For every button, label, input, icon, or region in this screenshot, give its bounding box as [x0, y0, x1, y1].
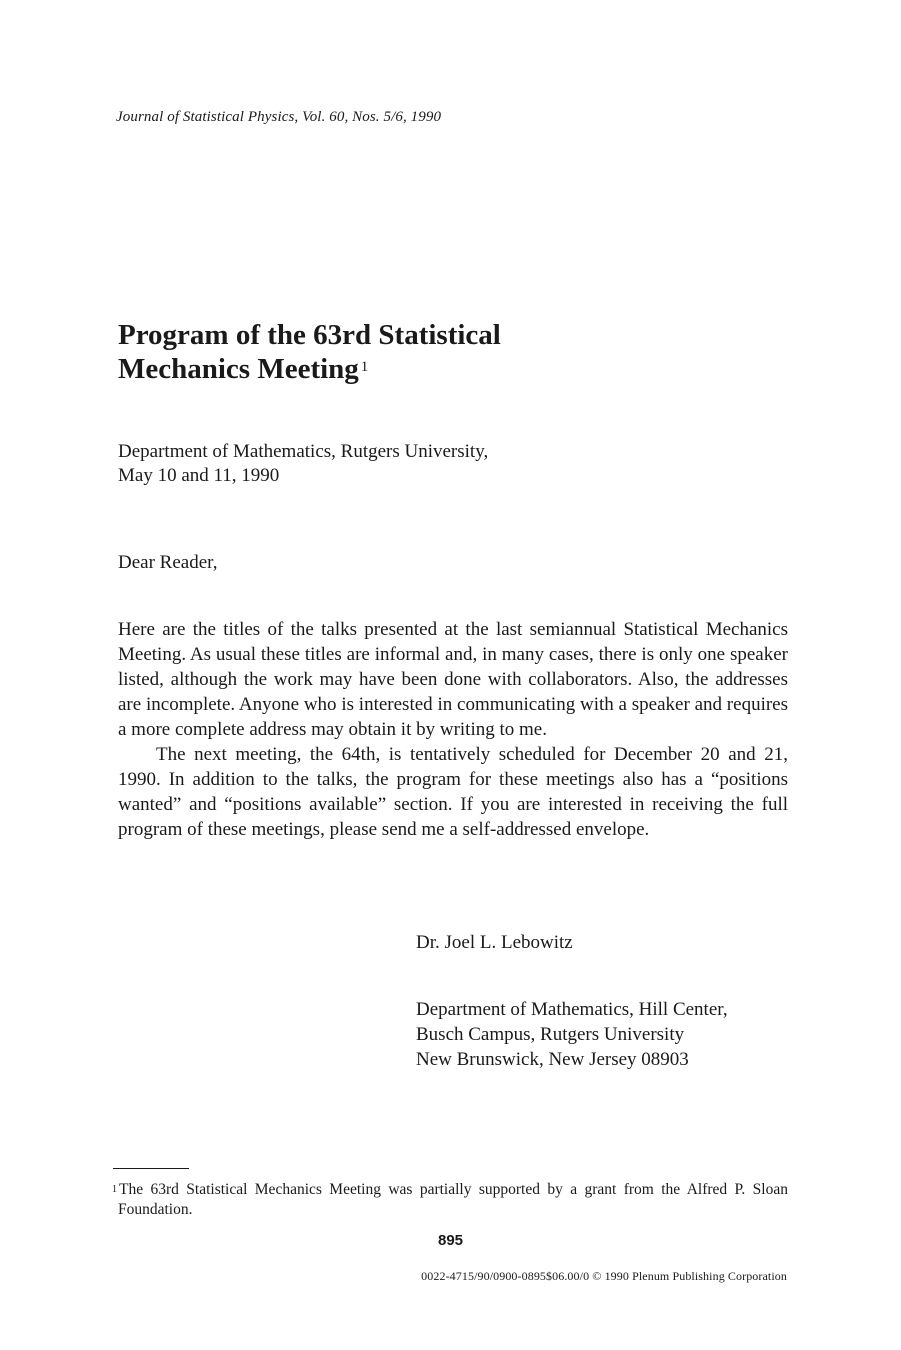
footnote-text: The 63rd Statistical Mechanics Meeting was partially supported by a grant from the Alfred P. Sloan Foundation. — [118, 1181, 788, 1218]
article-title — [118, 318, 501, 386]
footnote-marker: 1 — [112, 1184, 117, 1195]
letter-body — [118, 617, 788, 842]
footnote-divider — [113, 1168, 189, 1169]
letter-paragraph-1: Here are the titles of the talks presented at the last semiannual Statistical Mechanics Meeting. As usual these titles are informal and, in many cases, there is only one speaker listed, although the work may have been done with collaborators. Also, the addresses are incomplete. Anyone who is interested in communicating with a speaker and requires a more complete address may obtain it by writing to me. — [118, 619, 788, 740]
address-line-1: Department of Mathematics, Hill Center, — [416, 999, 728, 1020]
meeting-location-line-1: Department of Mathematics, Rutgers University, — [118, 441, 489, 462]
journal-citation: Journal of Statistical Physics, Vol. 60, Nos. 5/6, 1990 — [116, 109, 442, 125]
copyright-line: 0022-4715/90/0900-0895$06.00/0 © 1990 Plenum Publishing Corporation — [421, 1269, 787, 1283]
salutation: Dear Reader, — [118, 552, 218, 573]
article-title-line-2: Mechanics Meeting — [118, 353, 359, 385]
letter-paragraph-2: The next meeting, the 64th, is tentatively scheduled for December 20 and 21, 1990. In addition to the talks, the program for these meetings also has a “positions wanted” and “positions available” section. If you are interested in receiving the full program of these meetings, please send me a self-addressed envelope. — [118, 744, 788, 840]
page-number: 895 — [437, 1232, 464, 1249]
title-footnote-marker: 1 — [360, 359, 369, 375]
article-title-line-1: Program of the 63rd Statistical — [118, 319, 501, 351]
signature-address — [416, 997, 728, 1072]
meeting-date: May 10 and 11, 1990 — [118, 465, 280, 486]
address-line-2: Busch Campus, Rutgers University — [416, 1024, 685, 1045]
footnote — [112, 1180, 788, 1220]
signature-name: Dr. Joel L. Lebowitz — [416, 932, 573, 953]
address-line-3: New Brunswick, New Jersey 08903 — [416, 1049, 689, 1070]
meeting-location — [118, 440, 638, 488]
